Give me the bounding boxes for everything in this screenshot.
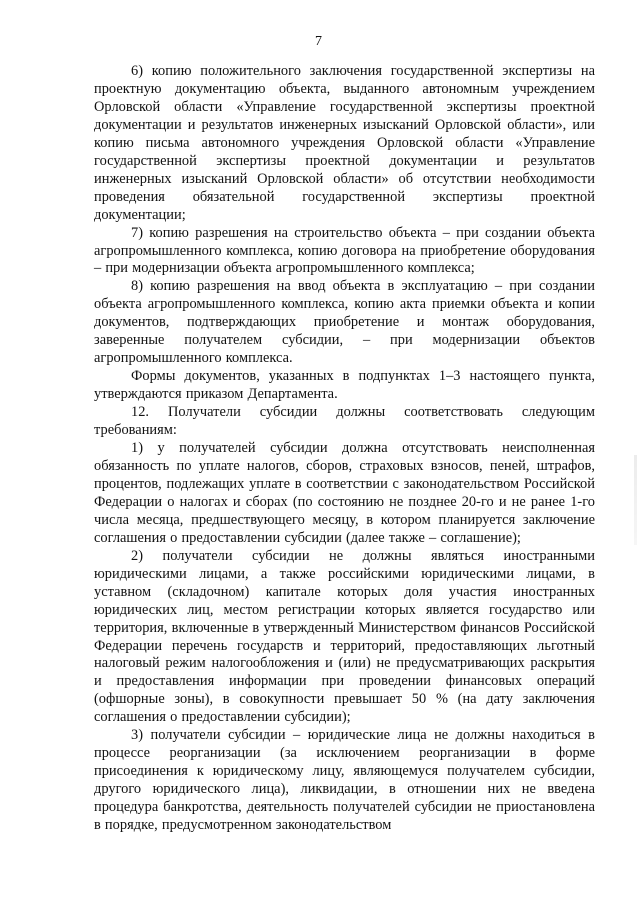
paragraph-clause-12: 12. Получатели субсидии должны соответствовать следующим требованиям: [94, 404, 595, 439]
paragraph-document-forms: Формы документов, указанных в подпунктах 1–3 настоящего пункта, утверждаются приказом Департамента. [94, 368, 595, 403]
page-number: 7 [315, 34, 322, 49]
paragraph-requirement-2: 2) получатели субсидии не должны являться иностранными юридическими лицами, а также российскими юридическими лицами, в уставном (складочном) капитале которых доля участия иностранных юридических лиц, местом регистрации которых является государство или территория, включенные в утвержденный Министерством финансов Российской Федерации перечень государств и территорий, предоставляющих льготный налоговый режим налогообложения и (или) не предусматривающих раскрытия и предоставления информации при проведении финансовых операций (офшорные зоны), в совокупности превышает 50 % (на дату заключения соглашения о предоставлении субсидии); [94, 547, 595, 726]
paragraph-item-7: 7) копию разрешения на строительство объекта – при создании объекта агропромышленного комплекса, копию договора на приобретение оборудования – при модернизации объекта агропромышленного комплекса; [94, 224, 595, 277]
paragraph-requirement-1: 1) у получателей субсидии должна отсутствовать неисполненная обязанность по уплате налогов, сборов, страховых взносов, пеней, штрафов, процентов, подлежащих уплате в соответствии с законодательством Российской Федерации о налогах и сборах (по состоянию не позднее 20-го и не ранее 1-го числа месяца, предшествующего месяцу, в котором планируется заключение соглашения о предоставлении субсидии (далее также – соглашение); [94, 440, 595, 546]
paragraph-requirement-3: 3) получатели субсидии – юридические лица не должны находиться в процессе реорганизации (за исключением реорганизации в форме присоединения к юридическому лицу, являющемуся получателем субсидии, другого юридического лица), ликвидации, в отношении них не введена процедура банкротства, деятельность получателей субсидии не приостановлена в порядке, предусмотренном законодательством [94, 727, 595, 834]
document-body [94, 63, 595, 835]
paragraph-item-6: 6) копию положительного заключения государственной экспертизы на проектную документацию объекта, выданного автономным учреждением Орловской области «Управление государственной экспертизы проектной документации и результатов инженерных изысканий Орловской области», или копию письма автономного учреждения Орловской области «Управление государственной экспертизы проектной документации и результатов инженерных изысканий Орловской области» об отсутствии необходимости проведения обязательной государственной экспертизы проектной документации; [94, 63, 595, 223]
paragraph-item-8: 8) копию разрешения на ввод объекта в эксплуатацию – при создании объекта агропромышленного комплекса, копию акта приемки объекта и копии документов, подтверждающих приобретение и монтаж оборудования, заверенные получателем субсидии, – при модернизации объектов агропромышленного комплекса. [94, 278, 595, 367]
